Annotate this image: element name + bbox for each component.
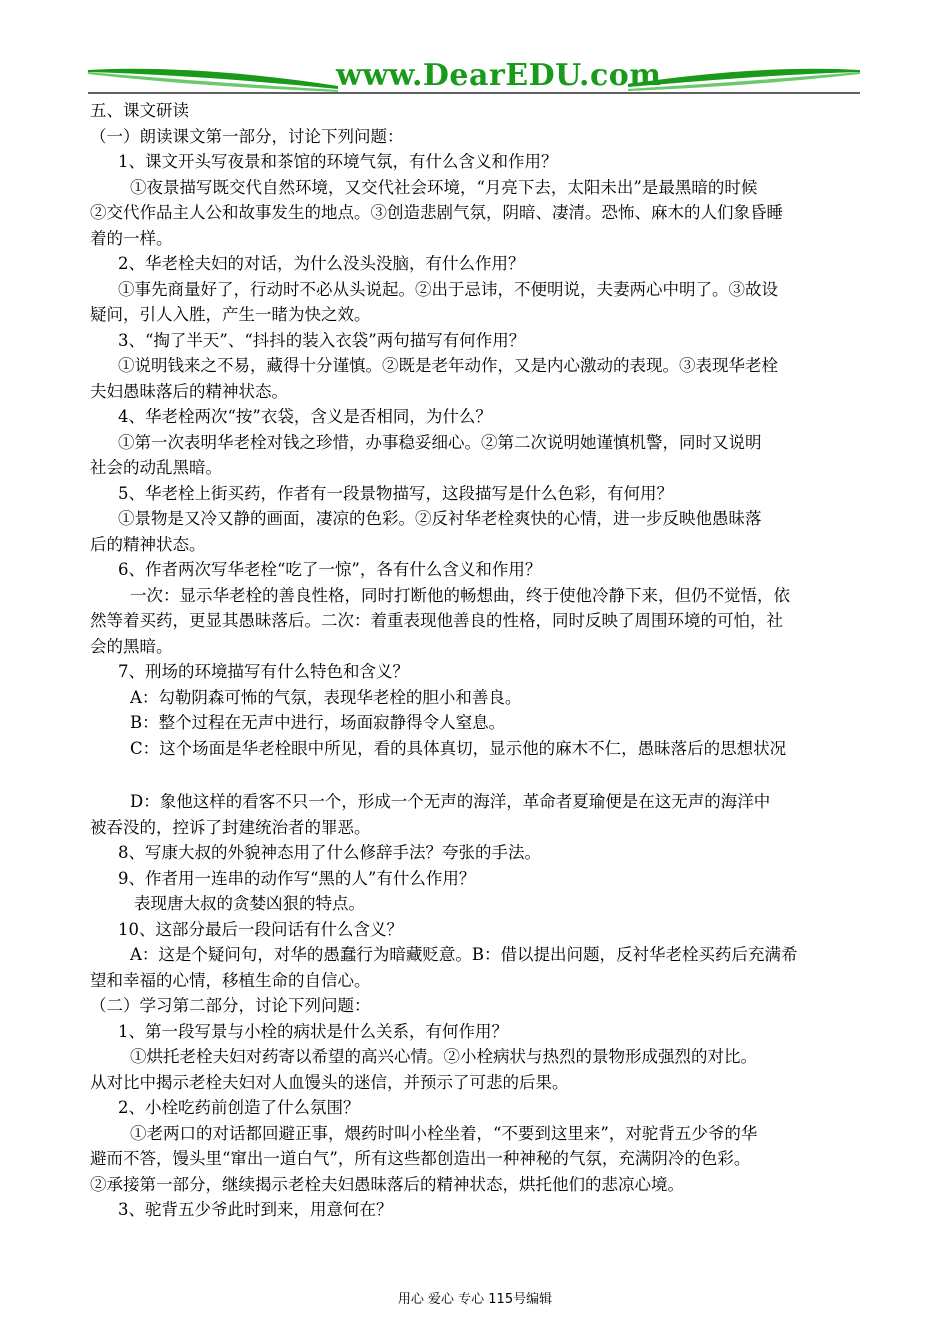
question: 2、小栓吃药前创造了什么氛围？: [118, 1098, 360, 1117]
site-logo: www.DearEDU.com: [336, 58, 662, 93]
spacer: [90, 761, 862, 789]
answer-line: 社会的动乱黑暗。: [90, 458, 222, 477]
answer-line: 一次：显示华老栓的善良性格，同时打断他的畅想曲，终于使他冷静下来，但仍不觉悟，依: [130, 585, 790, 605]
answer-line: B：整个过程在无声中进行，场面寂静得令人窒息。: [130, 713, 506, 732]
subsection-heading: （二）学习第二部分，讨论下列问题：: [90, 996, 371, 1015]
question: 10、这部分最后一段问话有什么含义？: [118, 919, 403, 939]
answer-line: ②承接第一部分，继续揭示老栓夫妇愚昧落后的精神状态，烘托他们的悲凉心境。: [90, 1174, 684, 1194]
answer-line: 后的精神状态。: [90, 534, 206, 554]
answer-line: 疑问，引人入胜，产生一睹为快之效。: [90, 305, 371, 324]
answer-line: ①第一次表明华老栓对钱之珍惜，办事稳妥细心。②第二次说明她谨慎机警，同时又说明: [118, 432, 762, 452]
answer-line: C：这个场面是华老栓眼中所见，看的具体真切，显示他的麻木不仁，愚昧落后的思想状况: [130, 738, 787, 758]
answer-line: 着的一样。: [90, 228, 173, 248]
subsection-heading: （一）朗读课文第一部分，讨论下列问题：: [90, 126, 404, 146]
question: 3、驼背五少爷此时到来，用意何在？: [118, 1200, 393, 1219]
question: 6、作者两次写华老栓“吃了一惊”，各有什么含义和作用？: [118, 560, 542, 579]
question: 1、课文开头写夜景和茶馆的环境气氛，有什么含义和作用？: [118, 152, 558, 171]
answer-line: 望和幸福的心情，移植生命的自信心。: [90, 970, 371, 990]
answer-line: ②交代作品主人公和故事发生的地点。③创造悲剧气氛，阴暗、凄清。恐怖、麻木的人们象昏睡: [90, 203, 783, 222]
question: 8、写康大叔的外貌神态用了什么修辞手法？夸张的手法。: [118, 843, 541, 862]
question: 7、刑场的环境描写有什么特色和含义？: [118, 662, 409, 681]
page-footer: 用心 爱心 专心 115号编辑: [397, 1292, 553, 1307]
answer-line: 从对比中揭示老栓夫妇对人血馒头的迷信，并预示了可悲的后果。: [90, 1072, 569, 1092]
answer-line: 夫妇愚昧落后的精神状态。: [90, 381, 288, 401]
answer-line: A：这是个疑问句，对华的愚蠢行为暗藏贬意。B：借以提出问题，反衬华老栓买药后充满希: [130, 945, 798, 964]
question: 5、华老栓上街买药，作者有一段景物描写，这段描写是什么色彩，有何用？: [118, 483, 673, 503]
answer-line: 会的黑暗。: [90, 636, 173, 656]
answer-line: ①老两口的对话都回避正事，煨药时叫小栓坐着，“不要到这里来”，对驼背五少爷的华: [130, 1123, 758, 1143]
answer-line: ①景物是又冷又静的画面，凄凉的色彩。②反衬华老栓爽快的心情，进一步反映他愚昧落: [118, 509, 762, 528]
answer-line: 表现唐大叔的贪婪凶狠的特点。: [134, 894, 365, 913]
question: 3、“掏了半天”、“抖抖的装入衣袋”两句描写有何作用？: [118, 330, 526, 350]
answer-line: ①夜景描写既交代自然环境，又交代社会环境，“月亮下去，太阳未出”是最黑暗的时候: [130, 177, 758, 197]
section-heading: 五、课文研读: [90, 101, 189, 120]
question: 1、第一段写景与小栓的病状是什么关系，有何作用？: [118, 1021, 508, 1041]
answer-line: ①事先商量好了，行动时不必从头说起。②出于忌讳，不便明说，夫妻两心中明了。③故设: [118, 279, 778, 299]
answer-line: 然等着买药，更显其愚昧落后。二次：着重表现他善良的性格，同时反映了周围环境的可怕，社: [90, 611, 783, 630]
answer-line: 避而不答，馒头里“窜出一道白气”，所有这些都创造出一种神秘的气氛，充满阴冷的色彩。: [90, 1149, 751, 1168]
document-body: [90, 98, 862, 1223]
answer-line: D：象他这样的看客不只一个，形成一个无声的海洋，革命者夏瑜便是在这无声的海洋中: [130, 792, 771, 811]
answer-line: ①说明钱来之不易，藏得十分谨慎。②既是老年动作，又是内心激动的表现。③表现华老栓: [118, 356, 778, 375]
question: 4、华老栓两次“按”衣袋，含义是否相同，为什么？: [118, 407, 492, 426]
answer-line: 被吞没的，控诉了封建统治者的罪恶。: [90, 817, 371, 837]
answer-line: A：勾勒阴森可怖的气氛，表现华老栓的胆小和善良。: [130, 687, 522, 707]
question: 2、华老栓夫妇的对话，为什么没头没脑，有什么作用？: [118, 254, 525, 273]
page-header: [88, 56, 860, 96]
question: 9、作者用一连串的动作写“黑的人”有什么作用？: [118, 868, 476, 888]
answer-line: ①烘托老栓夫妇对药寄以希望的高兴心情。②小栓病状与热烈的景物形成强烈的对比。: [130, 1047, 757, 1066]
